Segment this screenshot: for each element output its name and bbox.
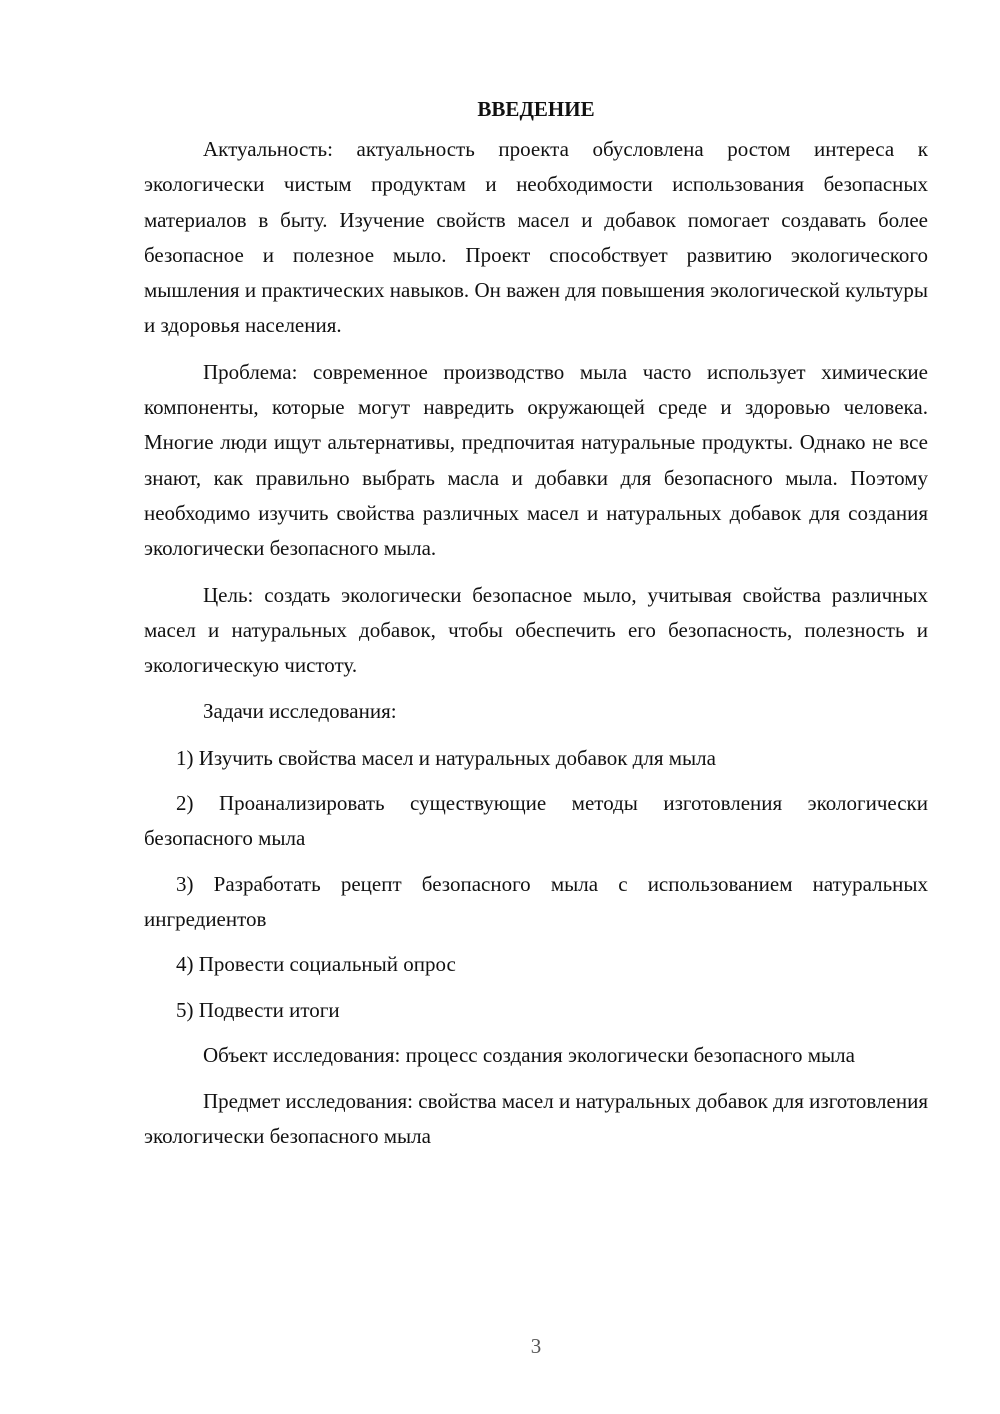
goal-paragraph: Цель: создать экологически безопасное мыло, учитывая свойства различных масел и натуральных добавок, чтобы обеспечить его безопасность, полезность и экологическую чистоту. (144, 582, 928, 678)
task-item-2: 2) Проанализировать существующие методы изготовления экологически безопасного мыла (144, 791, 928, 851)
section-heading: ВВЕДЕНИЕ (477, 97, 595, 121)
task-item-1: 1) Изучить свойства масел и натуральных добавок для мыла (176, 745, 716, 770)
document-page (144, 92, 928, 1166)
relevance-paragraph: Актуальность: актуальность проекта обусловлена ростом интереса к экологически чистым продуктам и необходимости использования безопасных материалов в быту. Изучение свойств масел и добавок помогает создавать более безопасное и полезное мыло. Проект способствует развитию экологического мышления и практических навыков. Он важен для повышения экологической культуры и здоровья населения. (144, 137, 928, 338)
subject-paragraph: Предмет исследования: свойства масел и натуральных добавок для изготовления экологически безопасного мыла (144, 1089, 928, 1149)
page-number: 3 (530, 1334, 542, 1358)
task-item-5: 5) Подвести итоги (176, 997, 340, 1022)
tasks-title: Задачи исследования: (203, 699, 397, 724)
problem-paragraph: Проблема: современное производство мыла часто использует химические компоненты, которые могут навредить окружающей среде и здоровью человека. Многие люди ищут альтернативы, предпочитая натуральные продукты. Однако не все знают, как правильно выбрать масла и добавки для безопасного мыла. Поэтому необходимо изучить свойства различных масел и натуральных добавок для создания экологически безопасного мыла. (144, 359, 928, 561)
object-paragraph: Объект исследования: процесс создания экологически безопасного мыла (203, 1042, 855, 1067)
task-item-4: 4) Провести социальный опрос (176, 952, 456, 977)
task-item-3: 3) Разработать рецепт безопасного мыла с использованием натуральных ингредиентов (144, 871, 928, 931)
